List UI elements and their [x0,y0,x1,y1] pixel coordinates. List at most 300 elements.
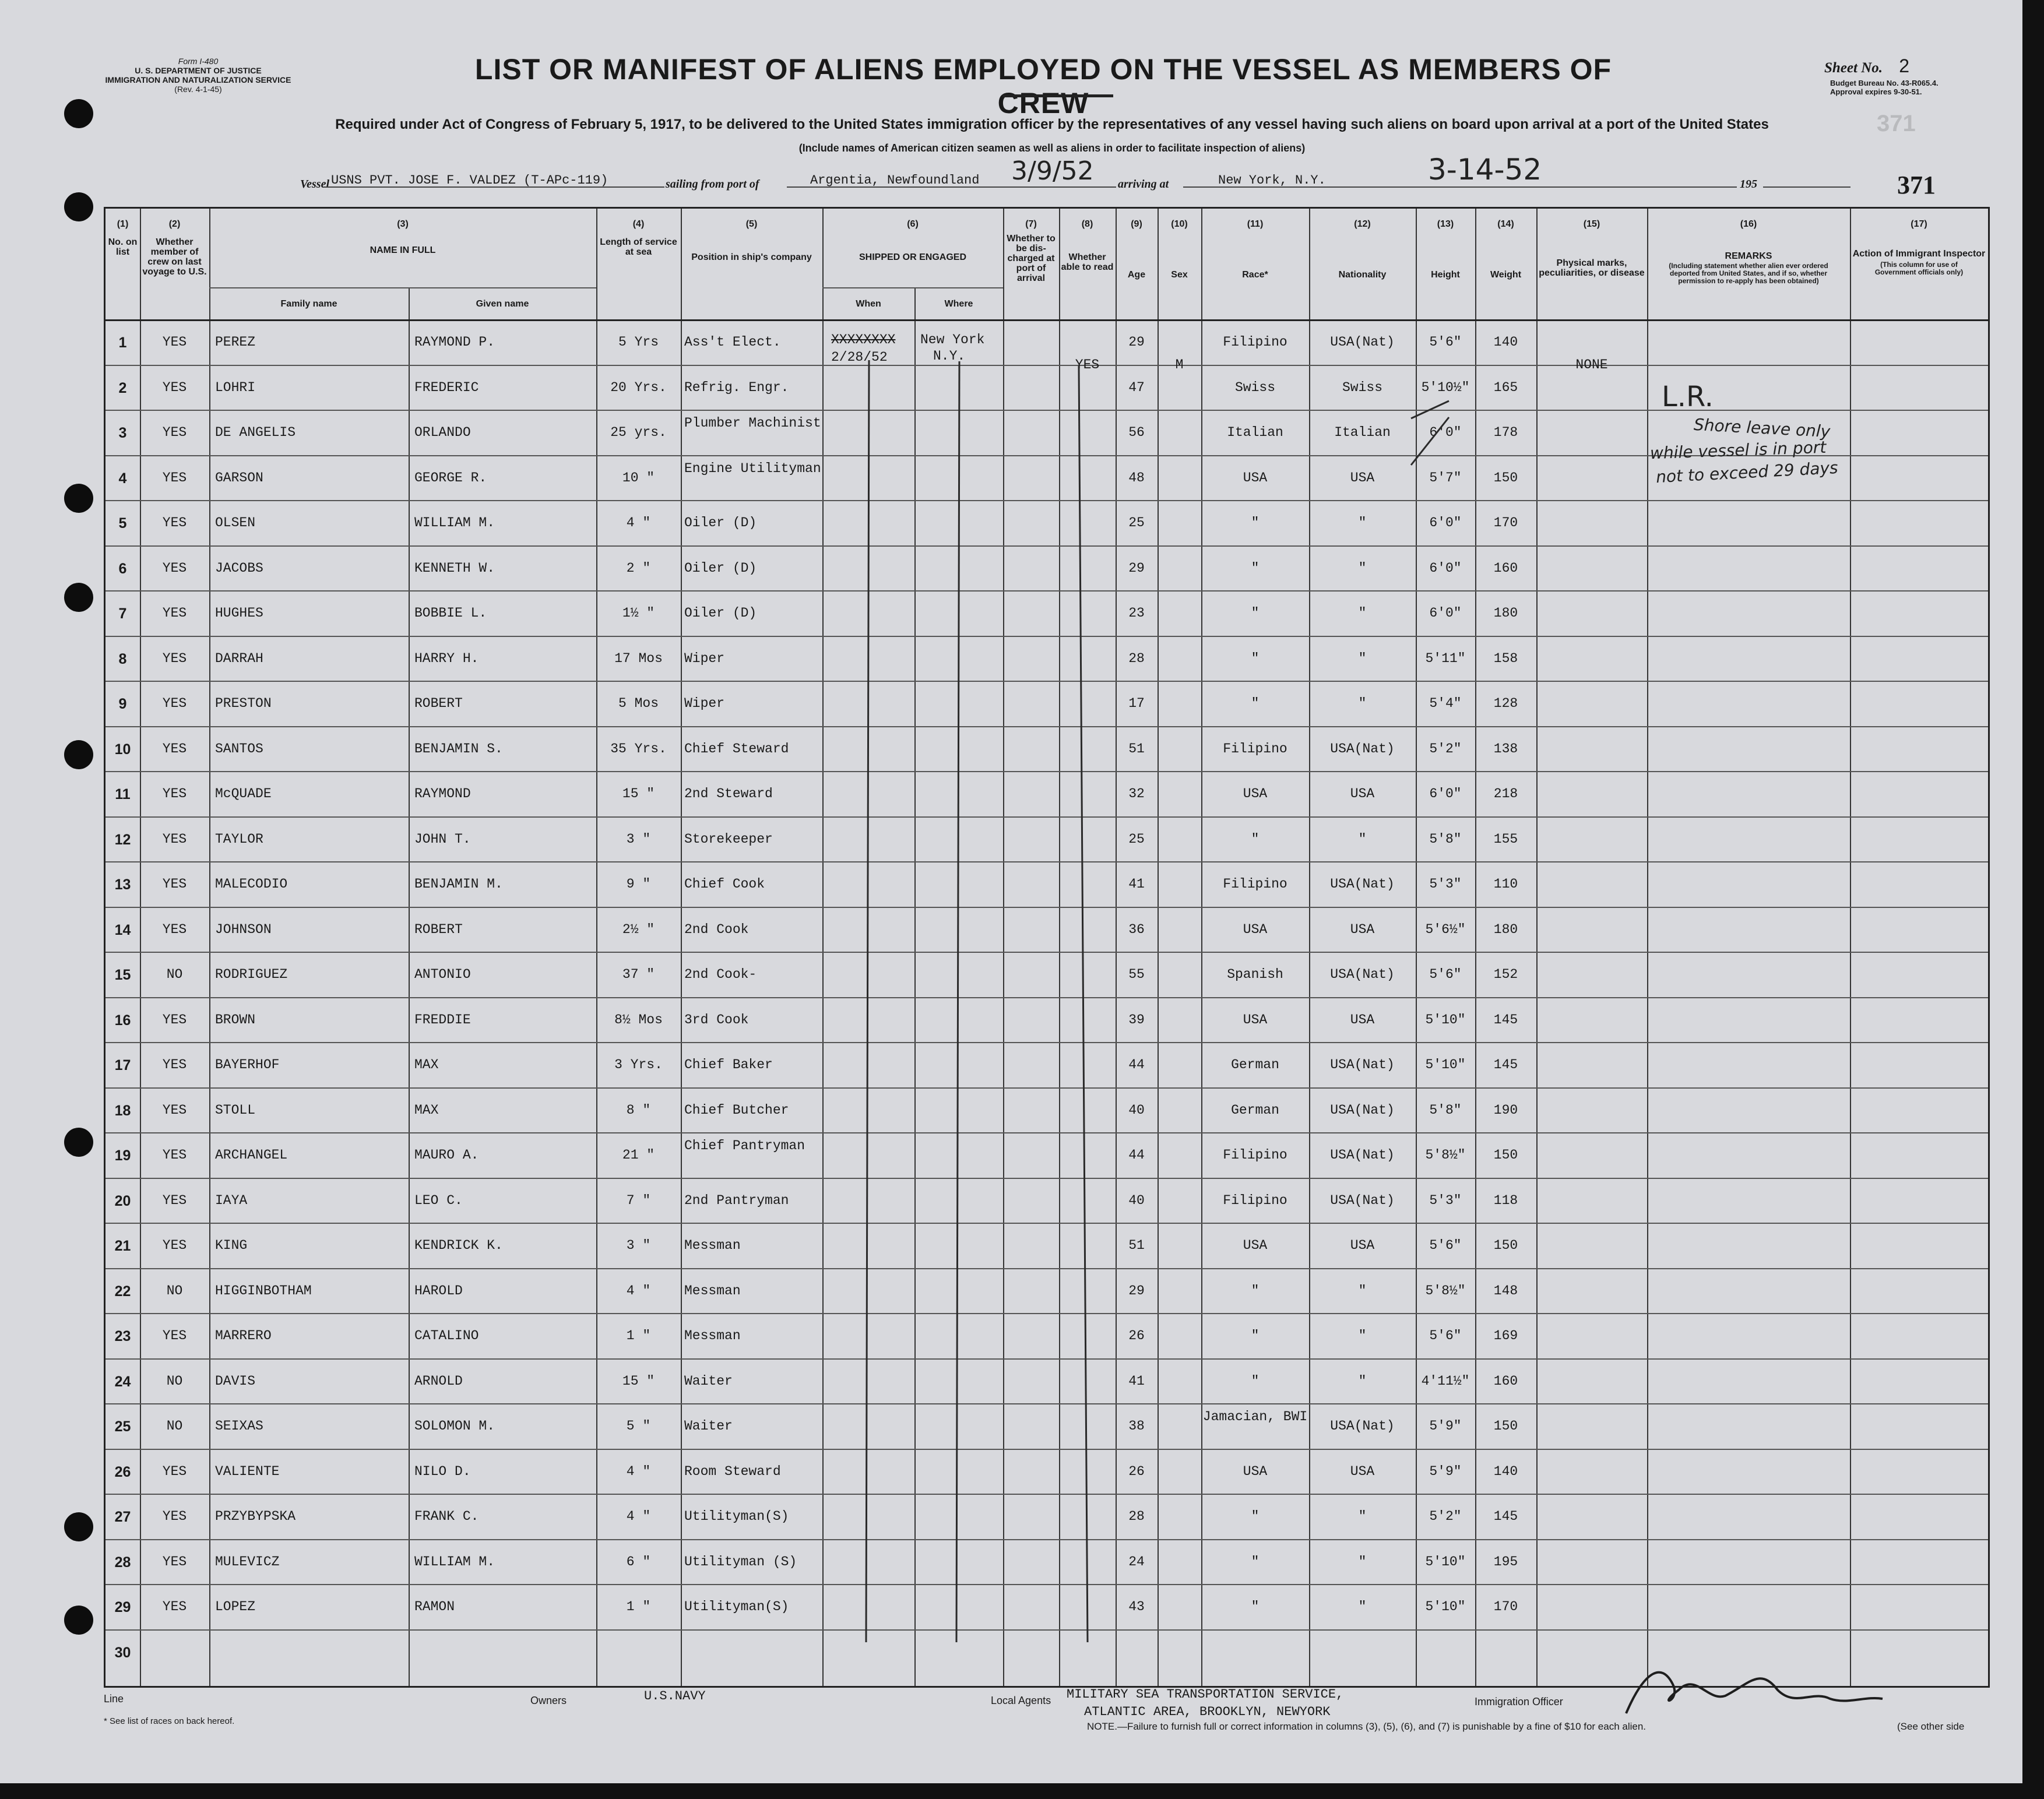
col-label: SHIPPED OR ENGAGED [859,252,967,262]
family-name: GARSON [215,470,263,485]
nationality: USA(Nat) [1330,967,1395,982]
nationality: " [1358,1599,1367,1614]
race: Filipino [1223,1192,1287,1208]
nationality: " [1358,650,1367,666]
age: 28 [1128,650,1145,666]
given-name: CATALINO [414,1328,479,1343]
punch-hole [64,1512,93,1541]
ship-position: Engine Utilityman [684,460,821,476]
service-length: 4 " [626,1283,651,1298]
family-name: LOPEZ [215,1599,256,1614]
col-label: Height [1431,270,1460,280]
age: 28 [1128,1509,1145,1524]
service-length: 2 " [626,560,651,576]
height: 6'0" [1429,515,1462,530]
given-name: MAX [414,1102,439,1118]
vessel-rule [323,186,664,188]
budget-line: Budget Bureau No. 43-R065.4. [1830,79,1939,87]
immigration-officer-label: Immigration Officer [1475,1696,1563,1708]
port-rule [787,186,1116,188]
nationality: " [1358,1554,1367,1569]
row-number: 13 [114,876,131,893]
service-length: 3 " [626,831,651,847]
height: 4'11½" [1421,1373,1470,1389]
service-length: 8½ Mos [614,1012,663,1027]
subheading: Required under Act of Congress of February 5, 1917, to be delivered to the United States immigration officer by the representatives of any vessel having such aliens on board upon arrival at a port of the United States [335,117,1769,132]
previous-voyage: YES [162,1192,187,1208]
age: 55 [1128,967,1145,982]
row-number: 27 [114,1509,131,1525]
family-name: JOHNSON [215,921,272,937]
previous-voyage: YES [162,1328,187,1343]
row-number: 26 [114,1463,131,1480]
service-name: IMMIGRATION AND NATURALIZATION SERVICE [105,75,291,85]
given-name: BOBBIE L. [414,605,487,621]
punch-hole [64,484,93,513]
ship-position: Chief Steward [684,741,789,756]
service-length: 10 " [622,470,655,485]
nationality: USA(Nat) [1330,1147,1395,1163]
service-length: 20 Yrs. [610,379,667,395]
family-name: ARCHANGEL [215,1147,288,1163]
height: 5'10" [1425,1012,1466,1027]
sailing-date: 3/9/52 [1011,156,1094,186]
arrival-date: 3-14-52 [1428,153,1542,186]
family-name: BAYERHOF [215,1057,280,1072]
given-name: WILLIAM M. [414,515,495,530]
weight: 138 [1493,741,1518,756]
row-number: 3 [118,425,127,441]
col-label: Whether able to read [1061,252,1114,272]
previous-voyage: YES [162,470,187,485]
agents-label: Local Agents [991,1695,1051,1706]
weight: 218 [1493,786,1518,801]
race: USA [1243,921,1268,937]
previous-voyage: YES [162,921,187,937]
family-name: JACOBS [215,560,263,576]
height: 5'3" [1429,1192,1462,1208]
penalty-note: NOTE.—Failure to furnish full or correct information in columns (3), (5), (6), and (7) is punishable by a fine of $10 for each alien. [1087,1721,1647,1732]
vertical-ditto-line [1079,366,1088,1642]
punch-hole [64,740,93,769]
officer-signature [1609,1649,1900,1725]
family-name: SEIXAS [215,1418,263,1434]
weight: 152 [1493,967,1518,982]
family-name: TAYLOR [215,831,263,847]
race-footnote: * See list of races on back hereof. [104,1716,235,1726]
service-length: 2½ " [622,921,655,937]
height: 5'8" [1429,1102,1462,1118]
year-label: 195 [1740,178,1757,191]
weight: 169 [1493,1328,1518,1343]
height: 5'10" [1425,1599,1466,1614]
sheet-value: 2 [1899,55,1910,76]
race: " [1251,1554,1260,1569]
service-length: 5 " [626,1418,651,1434]
height: 5'6" [1429,1328,1462,1343]
remarks-handwritten: not to exceed 29 days [1655,457,1839,487]
arriving-label: arriving at [1118,178,1169,191]
given-name: RAYMOND [414,786,471,801]
weight: 150 [1493,1238,1518,1253]
age: 26 [1128,1463,1145,1479]
service-length: 5 Yrs [618,335,659,350]
vessel-label: Vessel [300,178,329,191]
previous-voyage: YES [162,425,187,440]
row-number: 17 [114,1057,131,1073]
nationality: " [1358,696,1367,711]
row-number: 12 [114,831,131,848]
weight: 145 [1493,1012,1518,1027]
arrival-port: New York, N.Y. [1218,173,1326,188]
race: German [1231,1102,1279,1118]
row-number: 21 [114,1238,131,1254]
weight: 178 [1493,425,1518,440]
nationality: USA(Nat) [1330,1192,1395,1208]
given-name: GEORGE R. [414,470,487,485]
given-name: FRANK C. [414,1509,479,1524]
family-name: DAVIS [215,1373,256,1389]
service-length: 4 " [626,1463,651,1479]
previous-voyage: YES [162,1147,187,1163]
form-number: Form I-480 [178,57,219,66]
height: 5'6" [1429,1238,1462,1253]
weight: 170 [1493,1599,1518,1614]
previous-voyage: NO [166,967,183,982]
shipped-where-state: N.Y. [933,348,966,364]
sheet-label: Sheet No. [1824,60,1883,76]
col-label: Whether to be dis-charged at port of arrival [1007,234,1056,283]
age: 48 [1128,470,1145,485]
subnote: (Include names of American citizen seamen as well as aliens in order to facilitate inspection of aliens) [798,142,1306,154]
given-name: MAX [414,1057,439,1072]
row-number: 16 [114,1012,131,1029]
family-name: MALECODIO [215,876,288,892]
previous-voyage: YES [162,379,187,395]
remarks-handwritten: L.R. [1662,381,1714,413]
col-label: No. on list [108,237,138,257]
col-number: (1) [117,219,129,229]
age: 29 [1128,560,1145,576]
weight: 128 [1493,696,1518,711]
given-name: LEO C. [414,1192,463,1208]
service-length: 1½ " [622,605,655,621]
row-number: 6 [118,560,127,577]
owners-value: U.S.NAVY [644,1689,706,1703]
height: 6'0" [1429,560,1462,576]
race: " [1251,515,1260,530]
age: 25 [1128,831,1145,847]
family-name: RODRIGUEZ [215,967,288,982]
age: 36 [1128,921,1145,937]
punch-hole [64,1606,93,1635]
ship-position: Storekeeper [684,831,773,847]
service-length: 4 " [626,1509,651,1524]
previous-voyage: YES [162,1238,187,1253]
height: 6'0" [1429,605,1462,621]
nationality: Italian [1334,425,1391,440]
departure-port: Argentia, Newfoundland [810,173,980,188]
family-name: DARRAH [215,650,263,666]
given-name: SOLOMON M. [414,1418,495,1434]
nationality: USA [1350,1463,1375,1479]
given-name: ARNOLD [414,1373,463,1389]
nationality: USA(Nat) [1330,1418,1395,1434]
age: 23 [1128,605,1145,621]
weight: 140 [1493,1463,1518,1479]
row-number: 11 [115,786,131,802]
row-number: 5 [118,515,127,531]
race: Jamacian, BWI [1202,1409,1308,1424]
height: 6'0" [1429,786,1462,801]
race: Filipino [1223,1147,1287,1163]
previous-voyage: YES [162,560,187,576]
col-number: (8) [1081,219,1093,229]
able-to-read: YES [1075,357,1100,372]
pen-marks [105,209,1988,1686]
age: 41 [1128,876,1145,892]
ship-position: 2nd Cook [684,921,749,937]
agents-value: ATLANTIC AREA, BROOKLYN, NEWYORK [1084,1705,1331,1719]
ship-position: Chief Pantryman [684,1138,805,1153]
col-label: Whether member of crew on last voyage to U.S. [142,237,207,277]
punch-hole [64,99,93,128]
faint-stamp: 371 [1877,111,1916,136]
weight: 195 [1493,1554,1518,1569]
race: Spanish [1227,967,1283,982]
weight: 180 [1493,921,1518,937]
given-name: ROBERT [414,696,463,711]
given-name: FREDERIC [414,379,479,395]
age: 32 [1128,786,1145,801]
age: 47 [1128,379,1145,395]
line-label: Line [104,1693,124,1705]
shipped-when: 2/28/52 [831,350,888,365]
service-length: 17 Mos [614,650,663,666]
service-length: 7 " [626,1192,651,1208]
given-name: FREDDIE [414,1012,471,1027]
service-length: 3 Yrs. [614,1057,663,1072]
race: " [1251,1599,1260,1614]
row-number: 8 [118,650,127,667]
col-number: (17) [1911,219,1927,229]
age: 26 [1128,1328,1145,1343]
family-name: OLSEN [215,515,256,530]
col-number: (6) [907,219,919,229]
nationality: USA(Nat) [1330,1057,1395,1072]
race: " [1251,605,1260,621]
row-number: 28 [114,1554,131,1571]
previous-voyage: NO [166,1373,183,1389]
family-name: HUGHES [215,605,263,621]
given-name: RAMON [414,1599,455,1614]
race: " [1251,1283,1260,1298]
nationality: USA [1350,1238,1375,1253]
ship-position: Oiler (D) [684,515,757,530]
previous-voyage: YES [162,1599,187,1614]
given-name: ANTONIO [414,967,471,982]
race: USA [1243,1463,1268,1479]
row-number: 20 [114,1192,131,1209]
row-number: 22 [114,1283,131,1300]
previous-voyage: YES [162,335,187,350]
nationality: " [1358,831,1367,847]
age: 44 [1128,1057,1145,1072]
see-other-side: (See other side [1897,1721,1965,1732]
race: Swiss [1234,379,1275,395]
physical-marks: NONE [1575,357,1608,372]
col-label: Sex [1171,270,1188,280]
race: " [1251,1328,1260,1343]
ship-position: Chief Butcher [684,1102,789,1118]
height: 5'3" [1429,876,1462,892]
row-number: 15 [114,967,131,983]
family-name: LOHRI [215,379,256,395]
arrival-rule [1183,186,1737,188]
weight: 190 [1493,1102,1518,1118]
ship-position: Room Steward [684,1463,781,1479]
punch-hole [64,192,93,221]
family-name: McQUADE [215,786,272,801]
previous-voyage: YES [162,876,187,892]
previous-voyage: YES [162,650,187,666]
weight: 170 [1493,515,1518,530]
race: " [1251,650,1260,666]
when-header: When [856,299,881,309]
service-length: 15 " [622,786,655,801]
age: 38 [1128,1418,1145,1434]
race: " [1251,1373,1260,1389]
col-label: NAME IN FULL [370,245,436,255]
row-number: 24 [114,1373,131,1390]
age: 40 [1128,1192,1145,1208]
nationality: USA [1350,470,1375,485]
col-label: Age [1127,270,1146,280]
race: USA [1243,1012,1268,1027]
given-name: HARRY H. [414,650,479,666]
race: USA [1243,1238,1268,1253]
nationality: USA(Nat) [1330,741,1395,756]
ship-position: 3rd Cook [684,1012,749,1027]
col-number: (16) [1740,219,1757,229]
nationality: " [1358,1283,1367,1298]
given-name: HAROLD [414,1283,463,1298]
age: 51 [1128,1238,1145,1253]
budget-info [1830,79,1939,96]
owners-label: Owners [530,1695,567,1706]
service-length: 21 " [622,1147,655,1163]
weight: 165 [1493,379,1518,395]
service-length: 3 " [626,1238,651,1253]
service-length: 1 " [626,1599,651,1614]
nationality: USA [1350,921,1375,937]
row-number: 18 [114,1102,131,1119]
weight: 180 [1493,605,1518,621]
nationality: " [1358,515,1367,530]
ship-position: Wiper [684,696,725,711]
race: Italian [1227,425,1283,440]
given-name: BENJAMIN S. [414,741,503,756]
title-rule [1002,94,1113,97]
col-label: Weight [1490,270,1522,280]
col-number: (7) [1025,219,1037,229]
given-name: WILLIAM M. [414,1554,495,1569]
previous-voyage: YES [162,1509,187,1524]
height: 5'6" [1429,967,1462,982]
col-number: (12) [1354,219,1371,229]
weight: 118 [1493,1192,1518,1208]
col-number: (10) [1171,219,1188,229]
age: 17 [1128,696,1145,711]
vertical-ditto-line [956,361,959,1642]
page-title: LIST OR MANIFEST OF ALIENS EMPLOYED ON THE VESSEL AS MEMBERS OF CREW [474,53,1612,119]
remarks-handwritten: Shore leave only [1693,414,1831,442]
crew-table [104,207,1990,1688]
given-name: NILO D. [414,1463,471,1479]
shipped-where: New York [920,332,985,347]
race: " [1251,831,1260,847]
sailing-label: sailing from port of [666,178,759,191]
sex-value: M [1175,357,1184,372]
col-label: Race* [1242,270,1268,280]
height: 5'10½" [1421,379,1470,395]
weight: 110 [1493,876,1518,892]
year-rule [1763,186,1850,188]
ship-position: Wiper [684,650,725,666]
ship-position: Messman [684,1283,741,1298]
age: 29 [1128,335,1145,350]
row-number: 10 [114,741,131,758]
nationality: USA(Nat) [1330,1102,1395,1118]
family-name: MULEVICZ [215,1554,280,1569]
age: 39 [1128,1012,1145,1027]
nationality: Swiss [1342,379,1382,395]
col-label: Action of Immigrant Inspector [1852,249,1986,259]
row-number: 29 [114,1599,131,1615]
height: 5'4" [1429,696,1462,711]
weight: 145 [1493,1057,1518,1072]
height: 5'10" [1425,1057,1466,1072]
nationality: USA [1350,1012,1375,1027]
service-length: 9 " [626,876,651,892]
weight: 150 [1493,470,1518,485]
family-name: DE ANGELIS [215,425,296,440]
ship-position: Utilityman (S) [684,1554,797,1569]
col-number: (3) [397,219,409,229]
col-number: (11) [1247,219,1264,229]
weight: 160 [1493,1373,1518,1389]
page-stamp: 371 [1897,171,1936,199]
family-name: SANTOS [215,741,263,756]
previous-voyage: YES [162,741,187,756]
service-length: 25 yrs. [610,425,667,440]
service-length: 1 " [626,1328,651,1343]
weight: 155 [1493,831,1518,847]
previous-voyage: NO [166,1418,183,1434]
family-name: MARRERO [215,1328,272,1343]
race: USA [1243,786,1268,801]
family-name: STOLL [215,1102,256,1118]
col-number: (15) [1583,219,1600,229]
age: 41 [1128,1373,1145,1389]
age: 40 [1128,1102,1145,1118]
row-number: 2 [118,379,127,396]
ship-position: Chief Baker [684,1057,773,1072]
row-number: 1 [118,335,127,351]
previous-voyage: YES [162,786,187,801]
ship-position: 2nd Steward [684,786,773,801]
service-length: 5 Mos [618,696,659,711]
